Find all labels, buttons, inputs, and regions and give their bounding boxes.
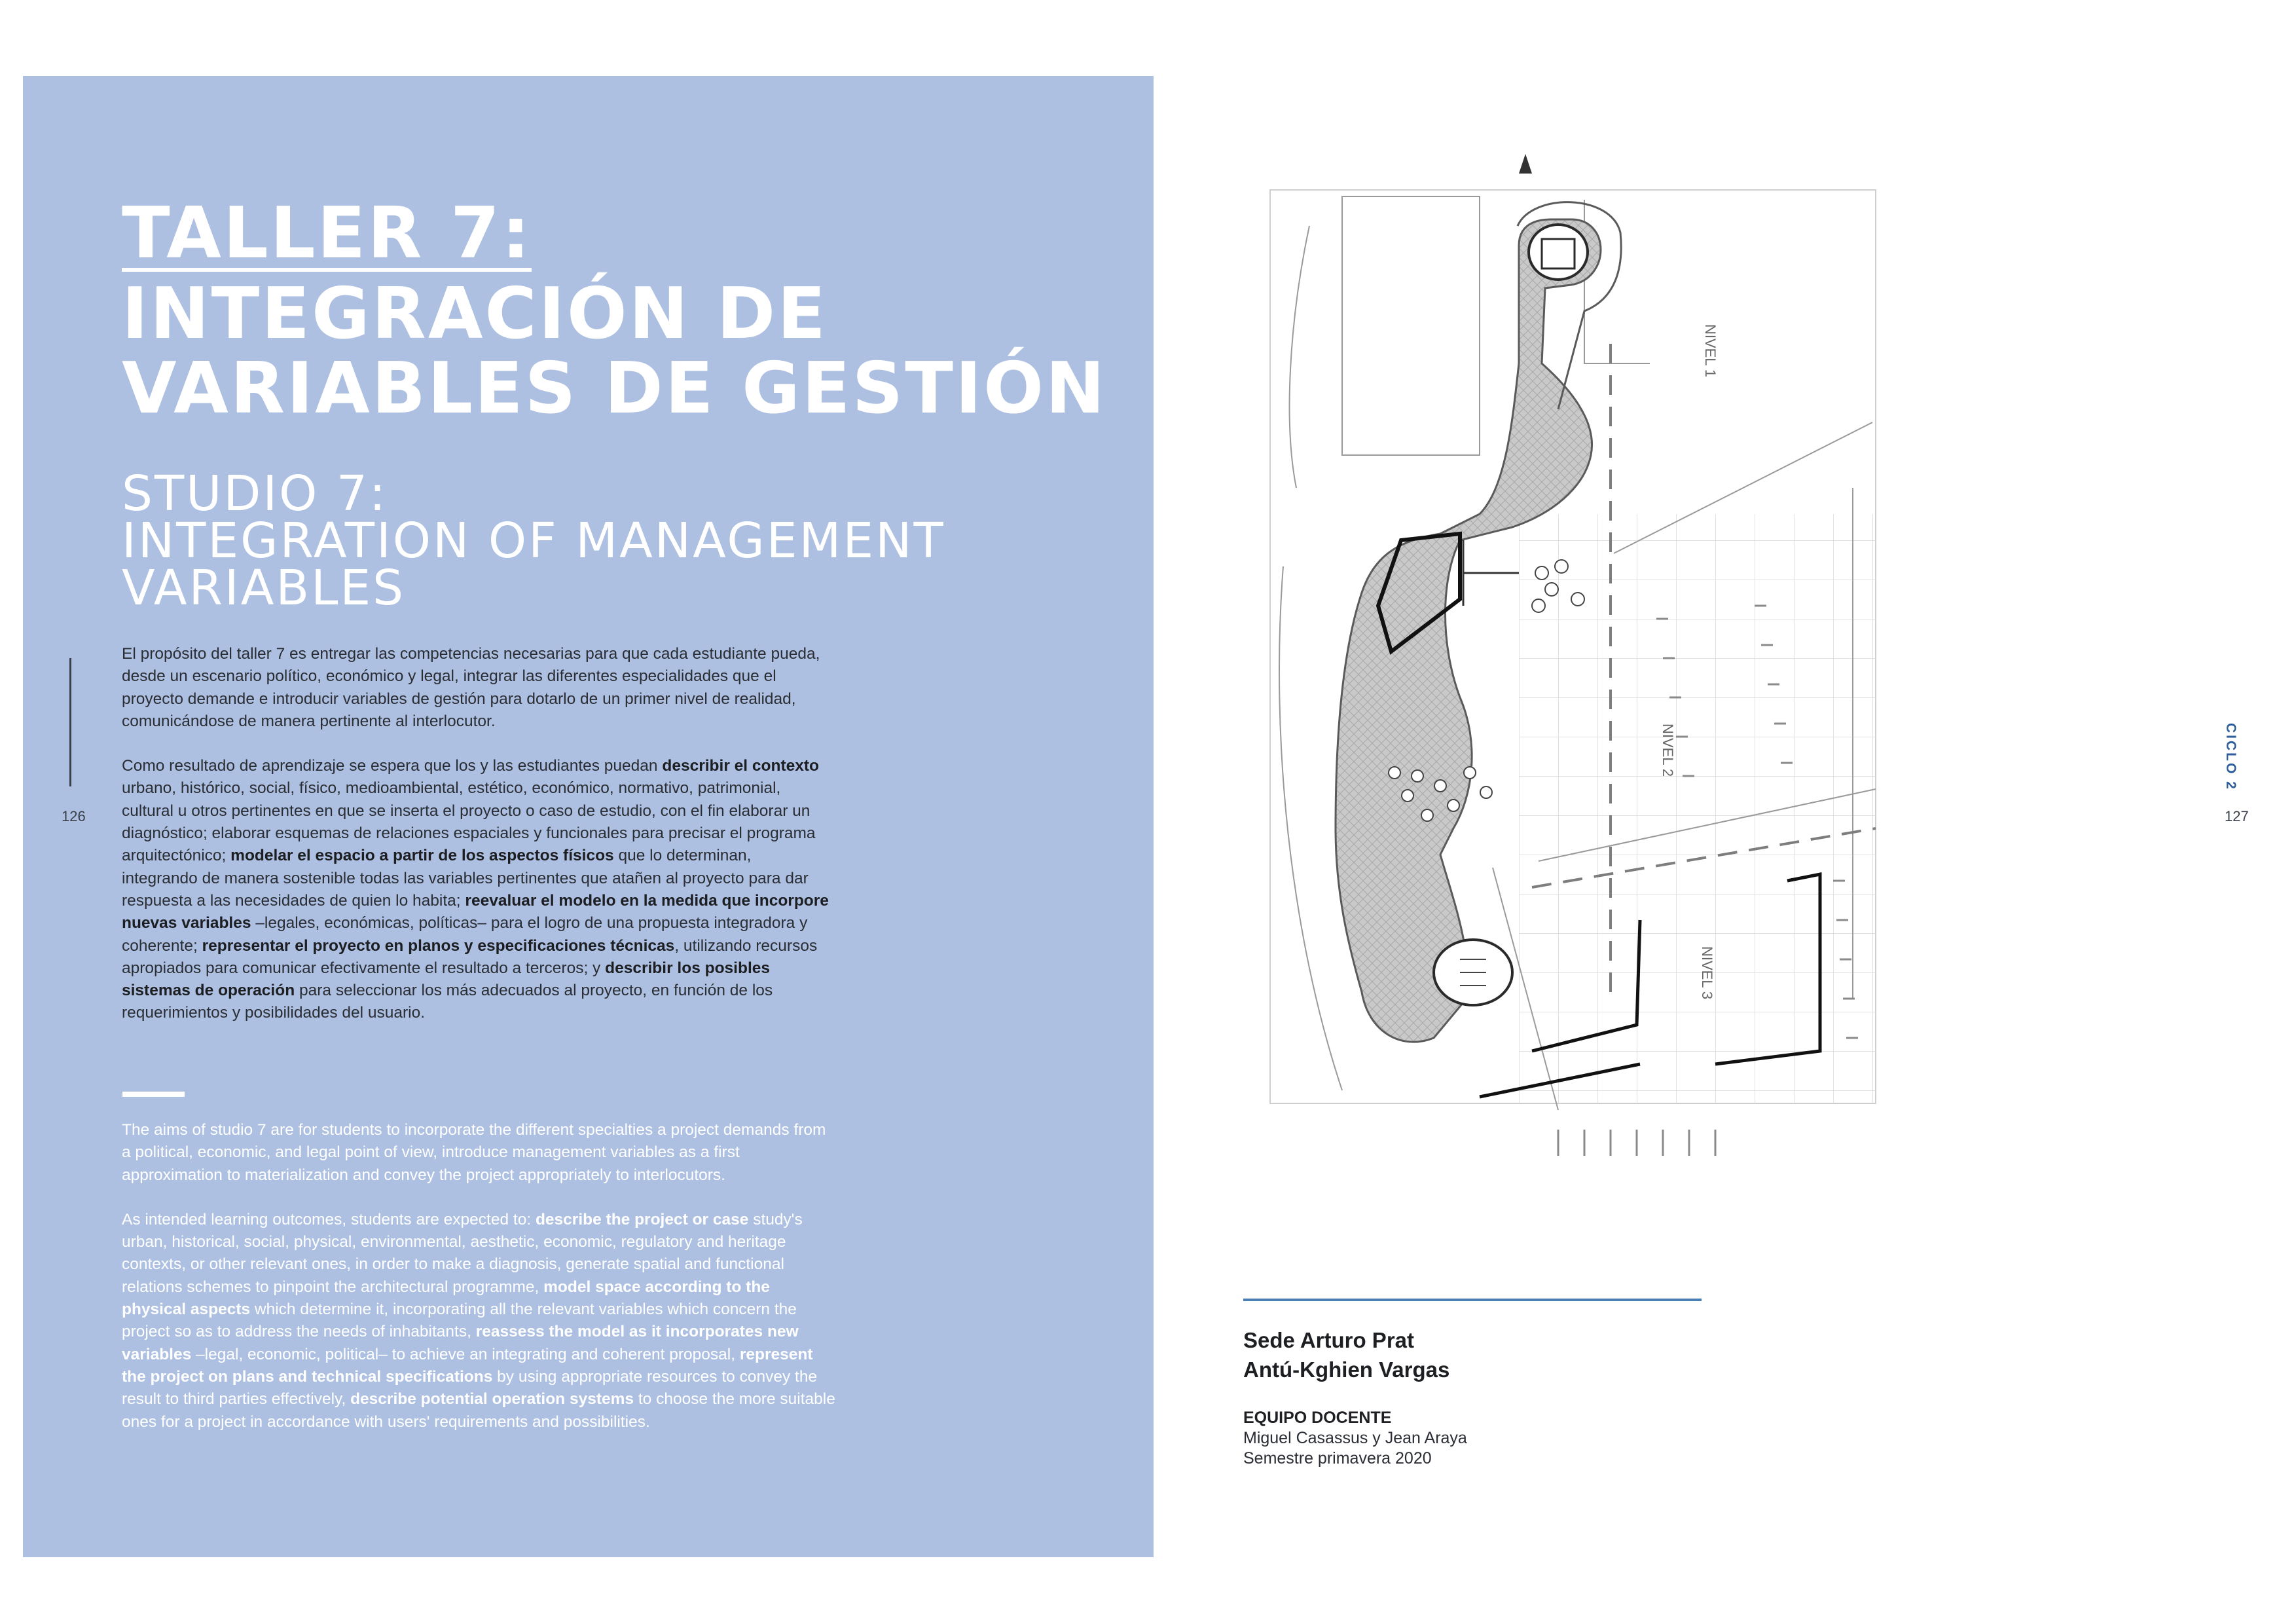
bold-run: reevaluar el modelo en la medida que incorpore nuevas variables <box>122 891 829 932</box>
body-es-paragraph-1: El propósito del taller 7 es entregar las competencias necesarias para que cada estudiante pueda, desde un escenario político, económico y legal, integrar las diferentes especialidades que el proyecto demande e introducir variables de gestión para dotarlo de un primer nivel de realidad, comunicándose de manera pertinente al interlocutor. <box>122 645 820 730</box>
text-run: para seleccionar los más adecuados al proyecto, en función de los requerimientos y posibilidades del usuario. <box>122 982 773 1022</box>
section-tab <box>2216 723 2249 802</box>
margin-rule <box>69 658 71 786</box>
text-run: –legales, económicas, políticas– para el logro de una propuesta integradora y coherente; <box>122 914 808 955</box>
page-number-right: 127 <box>2225 808 2249 824</box>
section-divider <box>122 1092 185 1097</box>
bold-run: modelar el espacio a partir de los aspectos físicos <box>230 847 614 865</box>
title-en-line3: VARIABLES <box>122 560 406 616</box>
north-arrow <box>1519 154 1532 174</box>
body-en-paragraph-1: The aims of studio 7 are for students to incorporate the different specialties a project demands from a political, economic, and legal point of view, introduce management variables as a first approximation to materialization and convey the project appropriately to interlocutors. <box>122 1121 826 1184</box>
title-en-line2: INTEGRATION OF MANAGEMENT <box>122 513 945 569</box>
nivel-1-label: NIVEL 1 <box>1702 324 1719 378</box>
text-run: urbano, histórico, social, físico, medioambiental, estético, económico, normativo, patrimonial, cultural u otros pertinentes en que se inserta el proyecto o caso de estudio, con el fin elaborar un diagnóstico; elaborar esquemas de relaciones espaciales y funcionales para precisar el programa arquitectónico; <box>122 779 816 865</box>
bold-run: describir el contexto <box>662 757 820 775</box>
team-names: Miguel Casassus y Jean Araya <box>1243 1429 1467 1447</box>
text-run: which determine it, incorporating all the relevant variables which concern the project so as to address the needs of inhabitants, <box>122 1301 797 1341</box>
text-run: by using appropriate resources to convey the result to third parties effectively, <box>122 1367 818 1409</box>
credits-project <box>1243 1325 1449 1384</box>
bold-run: describe potential operation systems <box>350 1390 634 1409</box>
body-english <box>122 1119 835 1456</box>
credits-team <box>1243 1408 1467 1469</box>
title-spanish <box>122 193 1107 430</box>
sede-name: Sede Arturo Prat <box>1243 1328 1415 1352</box>
body-en-paragraph-2 <box>122 1209 835 1433</box>
nivel-3-label: NIVEL 3 <box>1699 946 1715 1000</box>
section-tab-label: CICLO 2 <box>2223 723 2238 791</box>
text-run: que lo determinan, integrando de manera sostenible todas las variables pertinentes que atañen al proyecto para dar respuesta a las necesidades de quien lo habita; <box>122 847 809 910</box>
credits-rule <box>1243 1299 1702 1301</box>
title-en-line1: STUDIO 7: <box>122 466 388 522</box>
semester: Semestre primavera 2020 <box>1243 1449 1432 1467</box>
bold-run: describe the project or case <box>535 1210 749 1228</box>
text-run: As intended learning outcomes, students are expected to: <box>122 1210 536 1228</box>
title-english <box>122 466 1104 616</box>
body-es-paragraph-2 <box>122 755 829 1025</box>
page-number-left: 126 <box>62 808 86 824</box>
bold-run: reassess the model as it incorporates new variables <box>122 1323 799 1363</box>
bold-run: describir los posibles sistemas de operación <box>122 959 771 1000</box>
text-run: –legal, economic, political– to achieve an integrating and coherent proposal, <box>191 1345 740 1363</box>
team-label: EQUIPO DOCENTE <box>1243 1409 1392 1427</box>
bold-run: represent the project on plans and technical specifications <box>122 1345 813 1386</box>
title-es-line3: VARIABLES DE GESTIÓN <box>122 348 1107 430</box>
text-run: to choose the more suitable ones for a project in accordance with users' requirements and possibilities. <box>122 1390 835 1431</box>
text-run: , utilizando recursos apropiados para comunicar efectivamente el resultado a terceros; y <box>122 936 818 977</box>
architectural-site-plan <box>1244 147 1899 1189</box>
nivel-2-label: NIVEL 2 <box>1660 724 1676 777</box>
body-spanish <box>122 643 829 1047</box>
text-run: study's urban, historical, social, physical, environmental, aesthetic, economic, regulatory and heritage contexts, or other relevant ones, in order to make a diagnosis, generate spatial and functional relations schemes to pinpoint the architectural programme, <box>122 1210 803 1296</box>
title-es-line1: TALLER 7: <box>122 193 532 274</box>
student-name: Antú-Kghien Vargas <box>1243 1357 1450 1382</box>
text-run: Como resultado de aprendizaje se espera que los y las estudiantes puedan <box>122 757 663 775</box>
bold-run: representar el proyecto en planos y especificaciones técnicas <box>202 936 675 955</box>
bold-run: model space according to the physical aspects <box>122 1278 770 1319</box>
title-es-line2: INTEGRACIÓN DE <box>122 273 828 355</box>
